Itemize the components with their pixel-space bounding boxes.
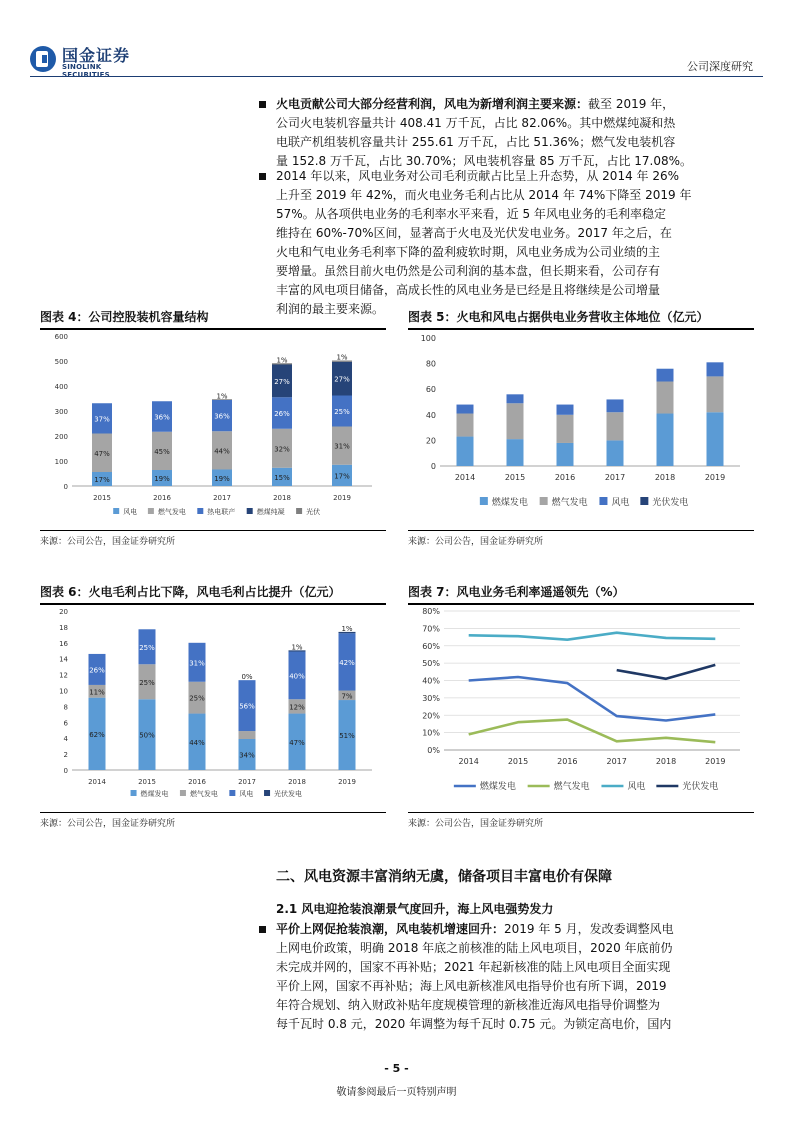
legend-swatch [229,790,235,796]
legend-label: 风电 [123,508,138,516]
y-tick-label: 4 [63,735,68,744]
legend-swatch [247,508,253,514]
legend-swatch [197,508,203,514]
y-tick-label: 2 [63,751,68,760]
bullet-square-icon [259,926,266,933]
legend-label: 燃煤发电 [491,498,528,508]
paragraph-2-line: 2014 年以来，风电业务对公司毛利贡献占比呈上升态势，从 2014 年 26% [276,169,680,183]
data-label: 1% [336,353,348,362]
paragraph-1 [276,95,758,171]
paragraph-3-lead: 平价上网促抢装浪潮，风电装机增速回升： [276,922,505,936]
x-tick-label: 2016 [554,473,576,482]
bar-segment [557,415,574,443]
series-line [469,677,716,721]
bar-segment [457,437,474,466]
y-tick-label: 100 [54,458,68,466]
legend-label: 燃煤发电 [140,790,169,798]
data-label: 25% [139,678,155,687]
data-label: 42% [339,658,355,667]
legend-swatch [599,497,607,505]
legend-swatch [113,508,119,514]
data-label: 11% [89,688,105,697]
figure-5-source: 来源：公司公告，国金证券研究所 [408,537,544,547]
y-tick-label: 8 [63,703,68,712]
y-tick-label: 10% [422,728,440,738]
data-label: 31% [334,442,350,451]
series-line [617,665,716,679]
legend-label: 风电 [239,790,254,798]
bar-segment [707,362,724,376]
x-tick-label: 2019 [333,494,351,502]
bar-segment [239,731,256,739]
y-tick-label: 40 [425,410,436,420]
bar-segment [607,412,624,440]
bar-segment [557,405,574,415]
paragraph-2-line: 上升至 2019 年 42%，而火电业务毛利占比从 2014 年 74%下降至 2019 年 [276,188,692,202]
x-tick-label: 2014 [458,757,479,766]
legend-label: 风电 [611,498,630,508]
data-label: 15% [274,473,290,482]
paragraph-3-line: 上网电价政策，明确 2018 年底之前核准的陆上风电项目，2020 年底前仍 [276,941,673,955]
data-label: 0% [241,673,253,682]
logo-name-en: SINOLINK SECURITIES [62,63,110,79]
logo-icon [30,46,56,72]
paragraph-2-line: 维持在 60%-70%区间，显著高于火电及光伏发电业务。2017 年之后，在 [276,226,672,240]
series-line [469,633,716,640]
paragraph-3-line: 每千瓦时 0.8 元，2020 年调整为每千瓦时 0.75 元。为锁定高电价，国内 [276,1017,672,1031]
series-line [469,720,716,743]
x-tick-label: 2016 [153,494,171,502]
legend-swatch [148,508,154,514]
data-label: 56% [239,702,255,711]
paragraph-1-line: 电联产机组装机容量共计 255.61 万千瓦，占比 51.36%；燃气发电装机容 [276,135,676,149]
bar-segment [657,382,674,414]
data-label: 17% [334,472,350,481]
y-tick-label: 50% [422,659,440,669]
y-tick-label: 300 [54,408,68,416]
legend-label: 燃煤发电 [479,782,516,792]
legend-label: 燃气发电 [551,498,588,508]
x-tick-label: 2016 [188,778,206,786]
bar-segment [507,439,524,466]
legend-swatch [540,497,548,505]
figure-7-source: 来源：公司公告，国金证券研究所 [408,819,544,829]
paragraph-2-line: 利润的最主要来源。 [276,302,385,316]
y-tick-label: 80% [422,607,440,616]
figure-4-chart [40,328,386,528]
y-tick-label: 200 [54,433,68,441]
bar-segment [607,440,624,466]
legend-label: 燃气发电 [157,508,186,516]
paragraph-2-line: 丰富的风电项目储备，高成长性的风电业务是已经是且将继续是公司增量 [276,283,661,297]
x-tick-label: 2015 [507,757,529,766]
legend-label: 燃气发电 [553,782,590,792]
legend-label: 燃煤纯凝 [256,508,285,516]
data-label: 17% [94,476,110,484]
data-label: 62% [89,730,105,739]
bullet-square-icon [259,101,266,108]
y-tick-label: 18 [59,623,68,632]
y-tick-label: 20 [425,436,436,446]
figure-5-chart [408,328,754,528]
bar-segment [507,403,524,439]
data-label: 25% [139,643,155,652]
x-tick-label: 2018 [654,473,676,482]
y-tick-label: 20 [59,608,68,616]
paragraph-1-line: 截至 2019 年， [588,97,675,111]
legend-swatch [640,497,648,505]
legend-swatch [296,508,302,514]
data-label: 25% [334,408,350,416]
data-label: 7% [341,692,353,701]
x-tick-label: 2017 [213,494,231,502]
y-tick-label: 70% [422,624,440,634]
figure-7-bottom-rule [408,812,754,813]
y-tick-label: 16 [59,639,68,648]
data-label: 1% [341,624,353,633]
legend-swatch [264,790,270,796]
x-tick-label: 2016 [557,757,578,766]
y-tick-label: 10 [59,687,68,696]
data-label: 37% [94,415,110,424]
y-tick-label: 14 [59,655,68,664]
x-tick-label: 2019 [338,778,356,786]
paragraph-3 [276,920,758,1034]
y-tick-label: 0 [430,462,436,471]
legend-swatch [480,497,488,505]
paragraph-2-line: 57%。从各项供电业务的毛利率水平来看，近 5 年风电业务的毛利率稳定 [276,207,666,221]
data-label: 44% [214,447,230,456]
logo-name-cn: 国金证券 [62,46,131,65]
data-label: 27% [274,377,290,386]
data-label: 47% [94,449,110,458]
bar-segment [657,414,674,466]
data-label: 19% [154,475,170,483]
paragraph-3-line: 平价上网，国家不再补贴；海上风电新核准风电指导价也有所下调，2019 [276,979,667,993]
figure-4-title: 图表 4：公司控股装机容量结构 [40,308,386,330]
x-tick-label: 2015 [138,778,156,786]
y-tick-label: 40% [422,676,440,686]
legend-label: 光伏发电 [652,498,689,508]
data-label: 1% [216,392,228,401]
bullet-square-icon [259,173,266,180]
subsection-heading: 2.1 风电迎抢装浪潮景气度回升，海上风电强势发力 [276,902,554,916]
paragraph-3-line: 2019 年 5 月，发改委调整风电 [504,922,674,936]
y-tick-label: 6 [63,719,68,728]
y-tick-label: 20% [422,711,440,721]
figure-6-chart [40,603,386,810]
paragraph-3-line: 年符合规划、纳入财政补贴年度规模管理的新核准近海风电指导价调整为 [276,998,661,1012]
x-tick-label: 2017 [238,778,256,786]
paragraph-1-line: 公司火电装机容量共计 408.41 万千瓦，占比 82.06%。其中燃煤纯凝和热 [276,116,676,130]
legend-label: 燃气发电 [189,790,218,798]
data-label: 1% [276,356,288,365]
bar-segment [707,412,724,466]
data-label: 34% [239,751,255,760]
legend-label: 热电联产 [207,508,236,516]
bar-segment [707,376,724,412]
paragraph-1-line: 量 152.8 万千瓦，占比 30.70%；风电装机容量 85 万千瓦，占比 17.08%。 [276,154,693,168]
x-tick-label: 2018 [655,757,677,766]
y-tick-label: 0% [427,746,440,755]
figure-6-source: 来源：公司公告，国金证券研究所 [40,819,176,829]
doc-type-label: 公司深度研究 [687,60,753,73]
section-heading: 二、风电资源丰富消纳无虞，储备项目丰富电价有保障 [276,869,612,885]
bar-segment [557,443,574,466]
y-tick-label: 60% [422,641,440,651]
company-logo [30,44,150,79]
data-label: 45% [154,447,170,456]
x-tick-label: 2014 [454,473,476,482]
data-label: 50% [139,731,155,740]
bar-segment [457,405,474,414]
paragraph-3-line: 未完成并网的，国家不再补贴；2021 年起新核准的陆上风电项目全面实现 [276,960,671,974]
legend-label: 光伏 [306,508,321,516]
bar-segment [657,369,674,382]
x-tick-label: 2015 [504,473,526,482]
figure-6-title: 图表 6：火电毛利占比下降，风电毛利占比提升（亿元） [40,583,386,605]
data-label: 26% [89,666,105,675]
figure-6-bottom-rule [40,812,386,813]
y-tick-label: 0 [63,483,68,491]
data-label: 12% [289,703,305,712]
data-label: 40% [289,672,305,681]
paragraph-2-line: 要增量。虽然目前火电仍然是公司利润的基本盘，但长期来看，公司存有 [276,264,661,278]
data-label: 1% [291,643,303,652]
bar-segment [457,414,474,437]
data-label: 44% [189,738,205,747]
footer-disclaimer-note: 敬请参阅最后一页特别声明 [336,1087,457,1098]
x-tick-label: 2017 [604,473,626,482]
bar-segment [507,394,524,403]
x-tick-label: 2017 [606,757,627,766]
data-label: 26% [274,410,290,418]
data-label: 51% [339,732,355,741]
y-tick-label: 30% [422,693,440,703]
figure-7-chart [408,603,754,810]
data-label: 27% [334,375,350,384]
y-tick-label: 80 [425,359,436,369]
y-tick-label: 12 [59,671,68,680]
paragraph-1-lead: 火电贡献公司大部分经营利润，风电为新增利润主要来源： [276,97,589,111]
y-tick-label: 600 [54,333,68,341]
figure-4-source: 来源：公司公告，国金证券研究所 [40,537,176,547]
x-tick-label: 2014 [88,778,106,786]
data-label: 25% [189,694,205,703]
x-tick-label: 2018 [288,778,306,786]
y-tick-label: 100 [420,334,436,343]
y-tick-label: 500 [54,358,68,366]
legend-swatch [180,790,186,796]
figure-5-bottom-rule [408,530,754,531]
x-tick-label: 2018 [273,494,291,502]
paragraph-2 [276,167,758,319]
y-tick-label: 400 [54,383,68,391]
legend-label: 光伏发电 [274,790,303,798]
legend-label: 风电 [627,782,646,792]
paragraph-2-line: 火电和气电业务毛利率下降的盈利疲软时期，风电业务成为公司业绩的主 [276,245,661,259]
data-label: 47% [289,738,305,747]
page-number: - 5 - [384,1062,409,1075]
data-label: 19% [214,474,230,483]
bar-segment [607,399,624,412]
x-tick-label: 2019 [704,473,726,482]
legend-label: 光伏发电 [682,782,719,792]
y-tick-label: 0 [63,767,68,775]
data-label: 32% [274,445,290,454]
data-label: 36% [154,413,170,422]
y-tick-label: 60 [425,385,436,395]
x-tick-label: 2019 [705,757,726,766]
figure-7-title: 图表 7：风电业务毛利率遥遥领先（%） [408,583,754,605]
x-tick-label: 2015 [93,494,111,502]
data-label: 36% [214,412,230,421]
header-divider [30,76,763,77]
legend-swatch [131,790,137,796]
figure-5-title: 图表 5：火电和风电占据供电业务营收主体地位（亿元） [408,308,754,330]
data-label: 31% [189,659,205,668]
figure-4-bottom-rule [40,530,386,531]
